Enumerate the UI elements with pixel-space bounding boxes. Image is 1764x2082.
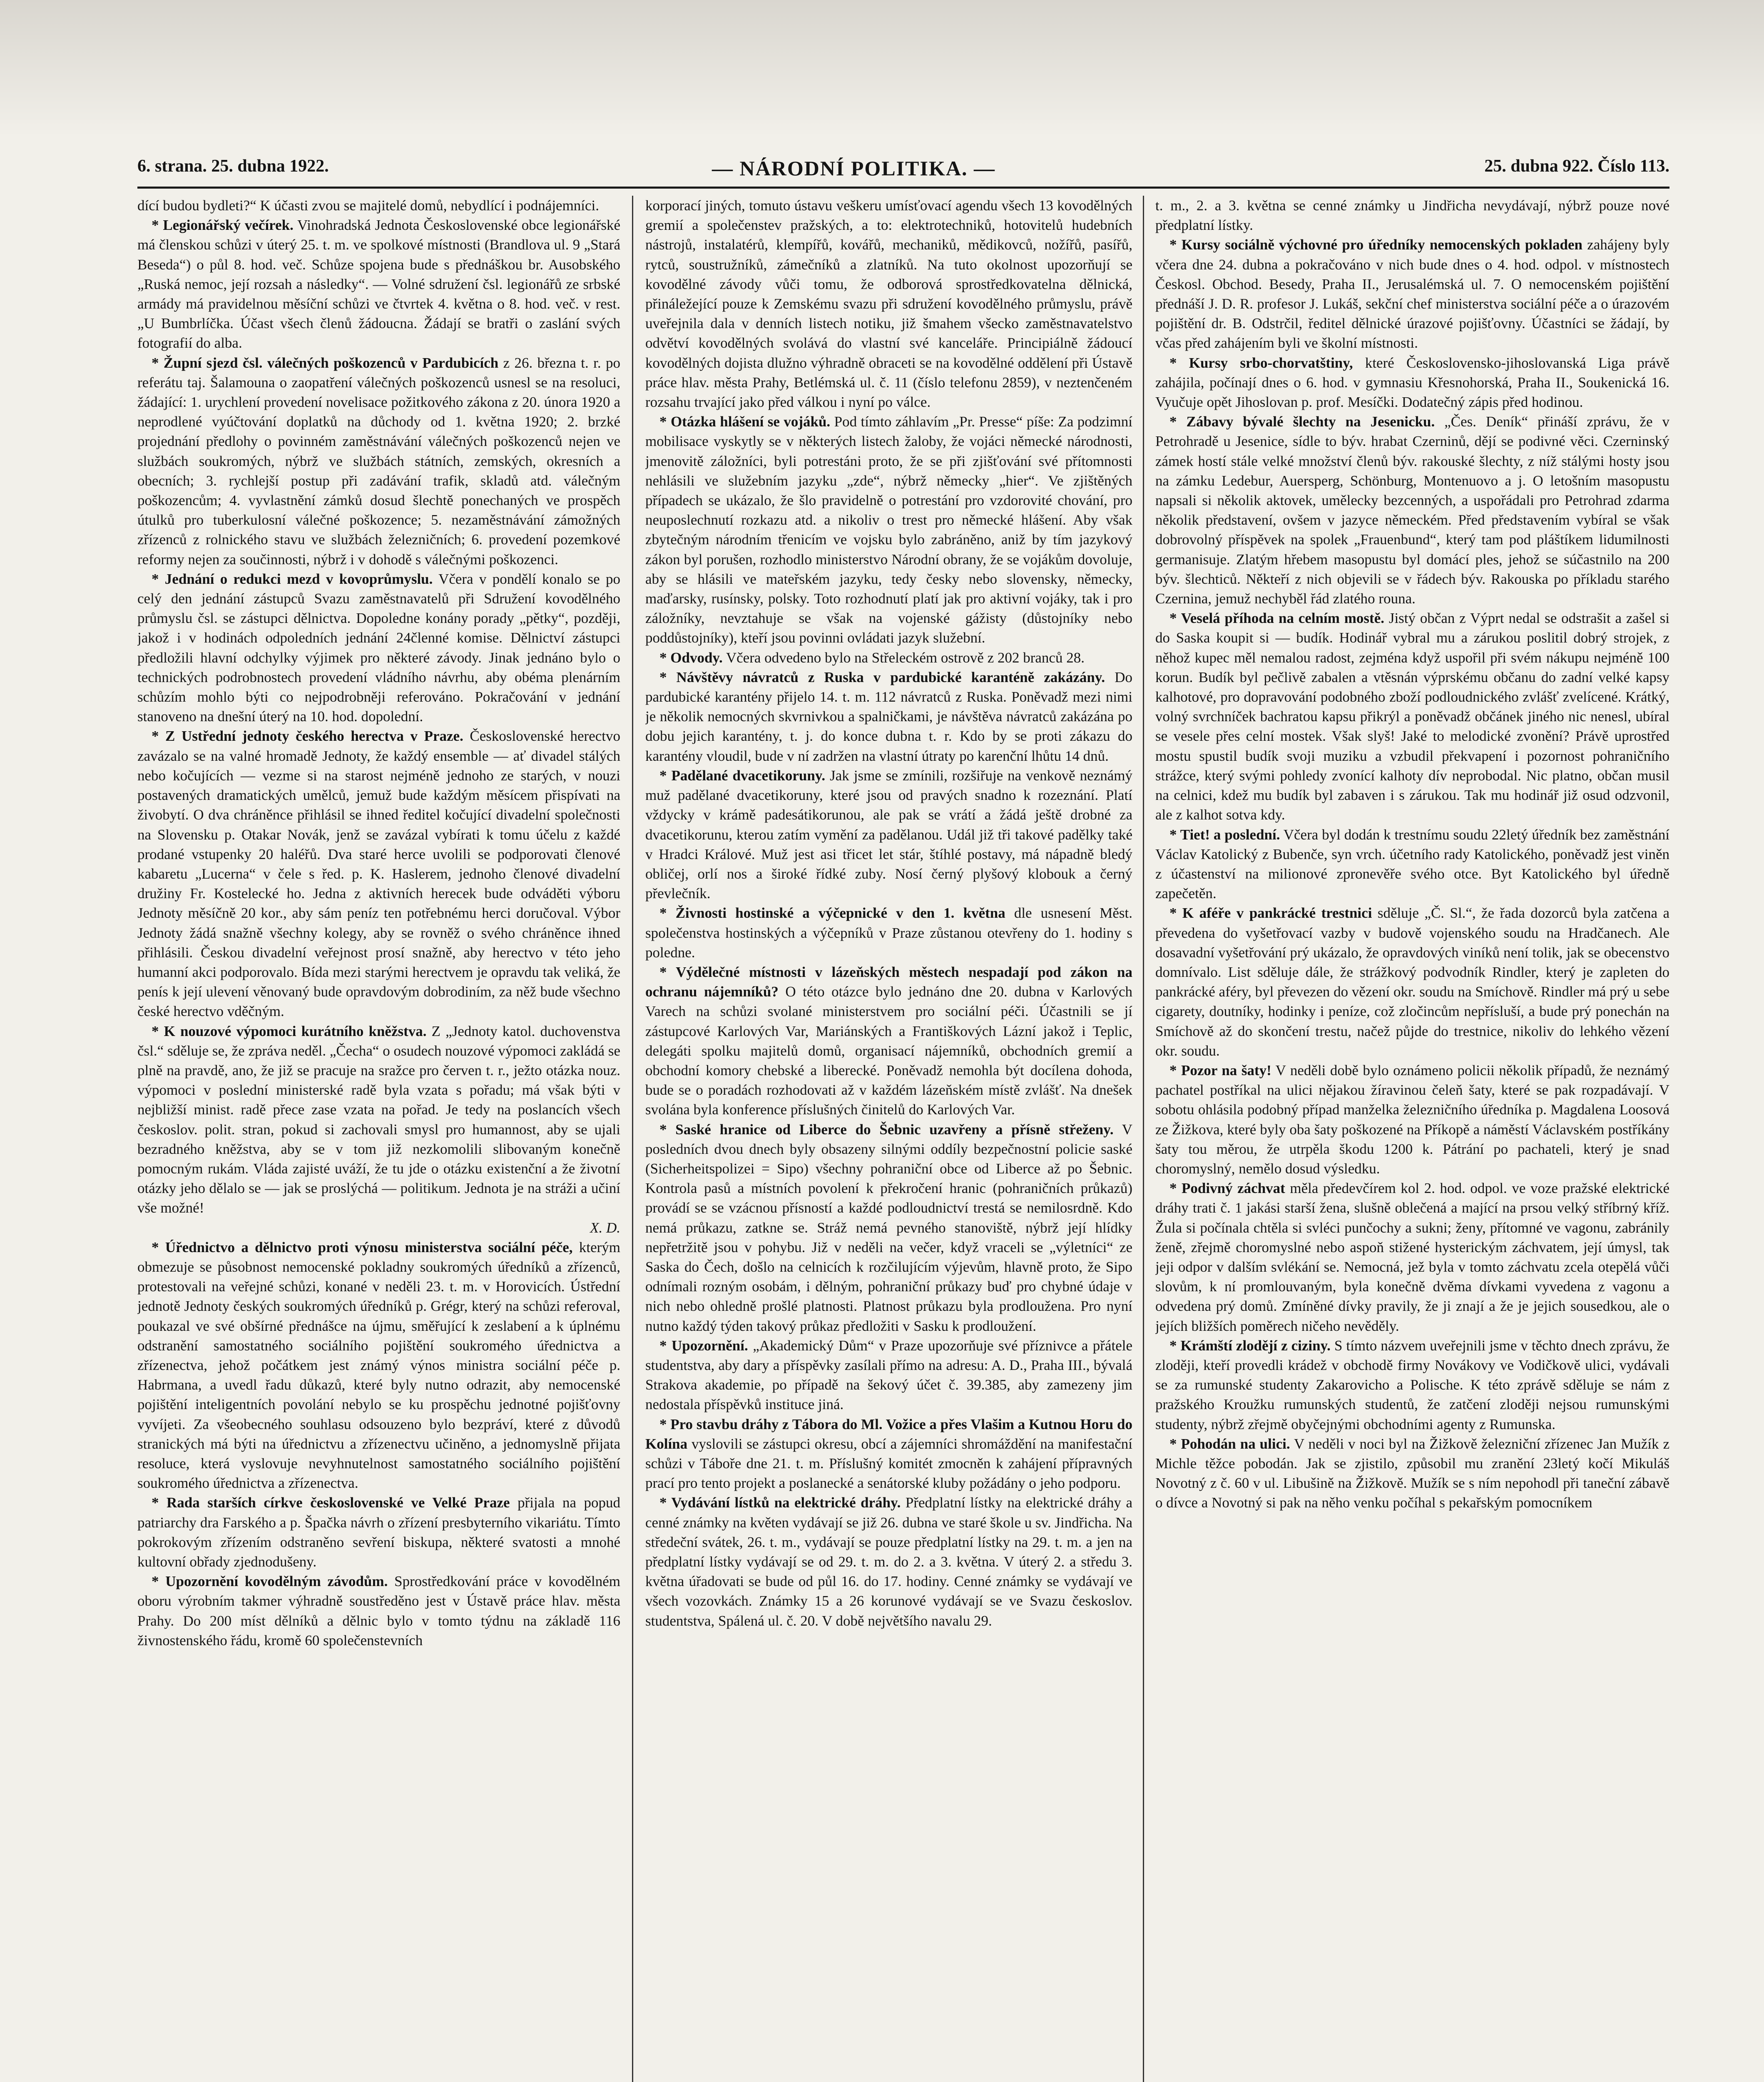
article-headline: * Kursy sociálně výchovné pro úředníky nemocenských pokladen — [1169, 237, 1582, 253]
article-text: V posledních dvou dnech byly obsazeny silnými oddíly bezpečnostní policie saské (Sicherheitspolizei = Sipo) všechny pohraniční obce od Liberce až po Šebnic. Kontrola pasů a místních povolení k překročení hranic (pohraničních průkazů) provádí se se vzácnou přísností a každé podloudnictví trestá se nemilosrdně. Kdo nemá průkazu, zatkne se. Stráž nemá pevného stanoviště, nýbrž její hlídky nepřetržitě jsou v pohybu. Již v neděli na večer, když vraceli se „výletníci“ ze Saska do Čech, došlo na celnicích k rozčilujícím výjevům, hlavně proto, že Sipo odnímali rozným osobám, i dělným, pohraniční průkazy buď pro chybné údaje v nich nebo ohledně prošlé platnosti. Platnost průkazu byla prodloužena. Pro nyní nutno každý týden takový průkaz předložiti v Sasku k prodloužení. — [645, 1121, 1132, 1334]
article-headline: * Pohodán na ulici. — [1169, 1435, 1290, 1452]
article-paragraph — [137, 215, 620, 353]
article-paragraph — [1155, 235, 1669, 353]
article-headline: * Rada starších církve československé ve Velké Praze — [152, 1494, 510, 1511]
article-headline: * Kursy srbo-chorvatštiny, — [1169, 354, 1353, 371]
article-headline: * Z Ustřední jednoty českého herectva v Praze. — [152, 728, 463, 745]
header-page-date: 6. strana. 25. dubna 1922. — [137, 157, 329, 176]
article-paragraph — [645, 766, 1132, 903]
article-paragraph — [137, 1571, 620, 1650]
article-headline: * Výdělečné místnosti v lázeňských městech nespadají pod zákon na ochranu nájemníků? — [645, 964, 1132, 1000]
article-headline: * Pro stavbu dráhy z Tábora do Ml. Vožice a přes Vlašim a Kutnou Horu do Kolína — [645, 1416, 1132, 1452]
article-headline: * Živnosti hostinské a výčepnické v den 1. května — [659, 905, 1005, 921]
article-signature: X. D. — [590, 1219, 620, 1236]
article-paragraph — [137, 726, 620, 1021]
article-paragraph — [137, 1218, 620, 1238]
article-text: Sprostředkování práce v kovodělném oboru výrobním takmer výhradně soustředěno jest v Ústavě práce hlav. města Prahy. Do 200 míst dělníků a dělnic bylo v tomto týdnu na základě 116 živnostenského řádu, kromě 60 společenstevních — [137, 1573, 620, 1649]
article-paragraph — [1155, 1061, 1669, 1178]
article-text: dle usnesení Měst. společenstva hostinských a výčepníků v Praze zůstanou otevřeny do 1. hodiny s poledne. — [645, 905, 1132, 961]
article-paragraph — [137, 1021, 620, 1218]
header-masthead: — NÁRODNÍ POLITIKA. — — [712, 157, 995, 180]
article-paragraph — [645, 196, 1132, 412]
article-headline: * Saské hranice od Liberce do Šebnic uzavřeny a přísně střeženy. — [659, 1121, 1114, 1138]
article-headline: * Krámští zlodějí z ciziny. — [1169, 1337, 1331, 1354]
article-headline: * Úřednictvo a dělnictvo proti výnosu ministerstva sociální péče, — [152, 1239, 573, 1255]
article-headline: * Upozornění kovodělným závodům. — [152, 1573, 388, 1590]
article-headline: * Jednání o redukci mezd v kovoprůmyslu. — [152, 570, 433, 587]
article-headline: * Tiet! a poslední. — [1169, 826, 1280, 843]
article-paragraph — [645, 648, 1132, 667]
article-text: O této otázce bylo jednáno dne 20. dubna v Karlových Varech na schůzi svolané ministerstvem pro sociální péči. Účastnili se jí zástupcové Karlových Var, Mariánských a Františkových Lázní jakož i Teplic, delegáti spolku majitelů domů, organisací nájemníků, obchodních gremií a obchodní komory chebské a liberecké. Poněvadž nemohla být docílena dohoda, bude se o poradách rozhodovati až v každém lázeňském místě zvlášť. Na dnešek svolána byla konference příslušných činitelů do Karlových Var. — [645, 984, 1132, 1118]
article-paragraph — [1155, 1178, 1669, 1336]
article-paragraph — [645, 1493, 1132, 1630]
article-headline: * Pozor na šaty! — [1169, 1062, 1271, 1078]
article-headline: * Padělané dvacetikoruny. — [659, 767, 826, 784]
column-divider — [1143, 196, 1144, 2082]
article-text: kterým obmezuje se působnost nemocenské pokladny soukromých úředníků a zřízenců, protestovali na veřejné schůzi, konané v neděli 23. t. m. v Horovicích. Ústřední jednotě Jednoty českých soukromých úředníků p. Grégr, který na schůzi referoval, poukazal ve své obšírné přednášce na újmu, směřující k zeslabení a k úplnému odstranění samostatného sociálního pojištění soukromého úřednictva a zřízenectva, jehož počátkem jest známý výnos ministra sociální péče p. Habrmana, a uvedl řadu důkazů, které byly nutno odrazit, aby nemocenské pojištění inteligentních povolání nebylo se ku prospěchu jednotné pojišťovny vyvíjeti. Za všeobecného souhlasu odsouzeno bylo bezpráví, které z důvodů stranických má býti na úřednictvu a zřízenectvu učiněno, a jednomyslně přijata resoluce, která vyslovuje nevyhnutelnost samostatného sociálního pojištění soukromého úřednictva a zřízenectva. — [137, 1239, 620, 1492]
article-text: Jak jsme se zmínili, rozšiřuje na venkově neznámý muž padělané dvacetikoruny, které jsou od pravých snadno k rozeznání. Platí vždycky v krámě padesátikorunou, ale pak se vrátí a žádá ještě drobné za dvacetikorunu, kterou zatím vymění za padělanou. Udál již tři takové padělky také v Hradci Králové. Muž jest asi třicet let stár, štíhlé postavy, má nápadně bledý obličej, orlí nos a široké řídké zuby. Nosí černý plyšový klobouk a černý převlečník. — [645, 767, 1132, 902]
article-headline: * Legionářský večírek. — [152, 217, 294, 234]
article-paragraph — [137, 1493, 620, 1571]
article-paragraph — [1155, 1336, 1669, 1434]
article-text: dící budou bydleti?“ K účasti zvou se majitelé domů, nebydlící i podnájemníci. — [137, 197, 600, 214]
article-text: Předplatní lístky na elektrické dráhy a cenné známky na květen vydávají se již 26. dubna ve staré škole u sv. Jindřicha. Na středeční svátek, 26. t. m., vydávají se pouze předplatní lístky na 29. t. m. a jen na předplatní lístky vydávají se od 29. t. m. do 2. a 3. května. V úterý 2. a středu 3. května úřadovati se bude od půl 16. do 17. hodiny. Cenné známky se vydávají ve všech vozovkách. Známky 15 a 26 korunové vydávají se ve Svazu českoslov. studentstva, Spálená ul. č. 20. V době největšího navalu 29. — [645, 1494, 1132, 1629]
article-paragraph — [1155, 1434, 1669, 1513]
article-paragraph — [645, 1120, 1132, 1336]
article-headline: * Veselá příhoda na celním mostě. — [1169, 610, 1384, 627]
article-headline: * Vydávání lístků na elektrické dráhy. — [659, 1494, 901, 1511]
article-headline: * Upozornění. — [659, 1337, 748, 1354]
column-3 — [1155, 196, 1669, 2082]
article-text: „Čes. Deník“ přináší zprávu, že v Petrohradě u Jesenice, sídle to býv. hrabat Czerninů, dějí se podivné věci. Czerninský zámek hostí stále velké množství členů býv. rakouské šlechty, z níž stálými hosty jsou na zámku Ledebur, Auersperg, Schönburg, Montenuovo a j. O letošním masopustu napsali si několik aktovek, umělecky bezcenných, a uspořádali pro Petrohrad zdarma několik představení, ovšem v jazyce německém. Před představením vybíral se však dobrovolný příspěvek na spolek „Frauenbund“, který tam pod pláštíkem lidumilnosti germanisuje. Zlatým hřebem masopustu byl domácí ples, jehož se súčastnilo na 200 býv. šlechticů. Někteří z nich objevili se v řádech býv. Rakouska po příkladu starého Czernina, jemuž nechyběl řád zlatého rouna. — [1155, 413, 1669, 607]
article-paragraph — [137, 1238, 620, 1493]
article-paragraph — [1155, 903, 1669, 1061]
article-text: Československé herectvo zavázalo se na valné hromadě Jednoty, že každý ensemble — ať divadel stálých nebo kočujících — vezme si na starost nejméně jednoho ze starých, v nouzi postavených dramatických umělců, jemuž bude každým měsícem přispívati na živobytí. O dva chráněnce přihlásil se ihned ředitel kočující divadelní společnosti na Slovensku p. Otakar Novák, jenž se zavázal vybírati k tomu účelu z každé prodané vstupenky 20 haléřů. Dva staré herce uvolili se podporovati členové kabaretu „Lucerna“ v čele s řed. p. K. Haslerem, jednoho členové divadelní družiny Fr. Kostelecké ho. Jedna z aktivních herecek bude odváděti výboru Jednoty měsíčně 20 kor., aby sám peníz ten potřebnému herci doručoval. Výbor Jednoty žádá snažně všechny kolegy, aby se rovněž o svého chráněnce ihned přihlásili. Českou divadelní veřejnost prosí snažně, aby herectvo v této jeho humanní akci podporovalo. Bída mezi starými herectvem je opravdu tak veliká, že penís k její ulevení věnovaný bude opravdovým dobrodiním, za něž bude všechno české herectvo vděčným. — [137, 728, 620, 1020]
header-issue-number: 25. dubna 922. Číslo 113. — [1484, 157, 1669, 176]
article-paragraph — [1155, 353, 1669, 412]
article-text: Z „Jednoty katol. duchovenstva čsl.“ sděluje se, že zpráva neděl. „Čecha“ o osudech nouzové výpomoci zakládá se plně na pravdě, ano, že již se pracuje na sražce pro červen t. r., ježto otázka nouz. výpomoci v poslední ministerské radě byla vzata s pořadu; má však býti v nejbližší minist. radě přece zase vzata na pořad. Je tedy na poslancích všech českoslov. polit. stran, pokud si zachovali smysl pro humannost, aby se ujali bezradného kněžstva, aby se v tom již nezkomolili slibovaným konečně pomocným rukám. Vláda zajisté uváží, že tu jde o otázku existenční a že životní otázky jeho dělalo se — jak se proslýchá — politikum. Jednota je na stráži a učiní vše možné! — [137, 1023, 620, 1216]
article-paragraph — [1155, 196, 1669, 235]
article-paragraph — [137, 196, 620, 215]
article-text: z 26. března t. r. po referátu taj. Šalamouna o zaopatření válečných poškozenců usnesl se na resoluci, žádající: 1. urychlení provedení novelisace požitkového zákona z 20. února 1920 a neprodlené vyúčtování doplatků na důchody od 1. května 1920; 2. brzké projednání předlohy o povinném zaměstnávání válečných poškozenců nejen ve službách soukromých, nýbrž ve službách státních, zemských, okresních a obecních; 3. rychlejší postup při zadávání trafik, skladů atd. válečným poškozencům; 4. vyvlastnění zámků dosud šlechtě ponechaných ve prospěch útulků pro tuberkulosní válečné poškozence; 5. nezaměstnávání zámožných zřízenců z rolnického stavu ve službách železničních; 6. provedení pozemkové reformy nejen za součinnosti, nýbrž i v dohodě s válečnými poškozenci. — [137, 354, 620, 568]
article-paragraph — [137, 353, 620, 569]
article-headline: * K nouzové výpomoci kurátního kněžstva. — [152, 1023, 427, 1039]
article-text: V neděli v noci byl na Žižkově železniční zřízenec Jan Mužík z Michle těžce pobodán. Jak se zjistilo, způsobil mu zranění 23letý kočí Mikuláš Novotný z č. 60 v ul. Libušině na Žižkově. Mužík se s ním nepohodl při taneční zábavě o dívce a Novotný si pak na něho venku počíhal s pekařským pomocníkem — [1155, 1435, 1669, 1511]
article-text: „Akademický Dům“ v Praze upozorňuje své příznivce a přátele studentstva, aby dary a příspěvky zasílali přímo na adresu: A. D., Praha III., bývalá Strakova akademie, po případě na šekový účet č. 39.385, aby zamezeny jim nedostala příspěvků instituce jiná. — [645, 1337, 1132, 1413]
article-paragraph — [645, 1415, 1132, 1493]
article-text: Jistý občan z Výprt nedal se odstrašit a zašel si do Saska koupit si — budík. Hodinář vybral mu a zárukou poslitil dobrý strojek, z něhož kupec měl nemalou radost, zejména když uspořil při svém nákupu nejméně 100 korun. Budík byl pečlivě zabalen a vtěsnán výprskému občanu do zadní velké kapsy kalhotové, pro dopravování podobného zboží podloudnického zvlášť zvelícené. Krátký, volný svrchníček bachratou kapsu přikrýl a poněvadž občánek jiného nic nenesl, ubíral se vesele přes celní mostek. Však slyš! Jaké to melodické zvonění? Právě uprostřed mostu spustil budík svoji muziku a vzbudil překvapení i pozornost pohraničního strážce, který svými pohledy zvonící kalhoty dív neprobodal. Nic platno, občan musil na celnici, kdež mu budík byl zabaven i s zárukou. Tak mu hodinář již osud odzvonil, ale z kalhot sotva kdy. — [1155, 610, 1669, 823]
article-paragraph — [645, 903, 1132, 962]
article-text: V neděli době bylo oznámeno policii několik případů, že neznámý pachatel postříkal na ulici nějakou žíravinou čeleň šaty, které se pak rozpadávají. V sobotu ohlásila podobný případ manželka železničního úředníka p. Magdalena Loosová ze Žižkova, které byly oba šaty poškozené na Příkopě a náměstí Václavském postříkány šaty tou měrou, že utrpěla škodu 1200 k. Pátrání po pachateli, který je snad choromyslný, nemělo dosud výsledku. — [1155, 1062, 1669, 1177]
scan-shadow — [0, 0, 1764, 137]
article-headline: * Zábavy bývalé šlechty na Jesenicku. — [1169, 413, 1435, 430]
column-divider — [632, 196, 633, 2082]
article-text: měla předevčírem kol 2. hod. odpol. ve voze pražské elektrické dráhy trati č. 1 jakási starší žena, slušně oblečená a mající na prsou velký stříbrný kříž. Žula si počínala chtěla si svléci punčochy a sukni; ženy, přítomné ve vagonu, zabránily ženě, zřejmě choromyslné nebo aspoň stižené hysterickým záchvatem, její úmysl, tak jeji odpor v dalším svlékání se. Nemocná, jež byla v tomto záchvatu zcela otepělá vůči slovům, k ní promlouvaným, byla konečně dvěma dívkami vyvedena z vagonu a odvedena prý domů. Zmíněné dívky pravily, že ji znají a že je jejich sousedkou, ale o jejích bližších poměrech ničeho nevěděly. — [1155, 1180, 1669, 1334]
article-paragraph — [1155, 608, 1669, 824]
article-text: korporací jiných, tomuto ústavu veškeru umísťovací agendu všech 13 kovodělných gremií a společenstev pražských, a to: elektrotechniků, hotovitelů hudebních nástrojů, instalatérů, klempířů, kovářů, mechaniků, mědikovců, nožířů, pasířů, rytců, soustružníků, zámečníků a zlatníků. Na tuto okolnost upozorňují se kovodělné závody vůči tomu, že odborová sprostředkovatelna dělnická, přináležející pouze k Zemskému svazu při sdružení kovodělného průmyslu, právě uveřejnila dala v denních listech notiku, již šmahem všecko zaměstnavatelstvo odvětví kovodělných svolává do vlastní své kanceláře. Principiálně žádoucí kovodělných dojista dlužno výhradně obraceti se na kovodělné oddělení při Ústavě práce hlav. města Prahy, Betlémská ul. č. 11 (číslo telefonu 2859), v neztenčeném rozsahu trvající jako před válkou i nyní po válce. — [645, 197, 1132, 411]
column-1 — [137, 196, 620, 2082]
article-text: vyslovili se zástupci okresu, obcí a zájemníci shromáždění na manifestační schůzi v Táboře dne 21. t. m. Příslušný komitét zmocněn k zahájení přípravných prací pro tento projekt a poslanecké a senátorské kluby požádány o jeho podporu. — [645, 1435, 1132, 1492]
article-headline: * Župní sjezd čsl. válečných poškozenců v Pardubicích — [152, 354, 499, 371]
article-headline: * K aféře v pankrácké trestnici — [1169, 905, 1372, 921]
article-paragraph — [645, 412, 1132, 648]
article-text: přijala na popud patriarchy dra Farského a p. Špačka návrh o zřízení presbyterního vikariátu. Tímto pokrokovým zřízením odstraněno sevření biskupa, některé svatosti a mnohé kultovní obřady zjednodušeny. — [137, 1494, 620, 1570]
article-text: Včera byl dodán k trestnímu soudu 22letý úředník bez zaměstnání Václav Katolický z Bubenče, syn vrch. účetního rady Katolického, poněvadž jest viněn z účastenství na milionové zpronevěře svého otce. Byt Katolického byl úředně zapečetěn. — [1155, 826, 1669, 902]
article-text: t. m., 2. a 3. května se cenné známky u Jindřicha nevydávají, nýbrž pouze nové předplatní lístky. — [1155, 197, 1669, 234]
article-text: Včera odvedeno bylo na Střeleckém ostrově z 202 branců 28. — [726, 649, 1085, 666]
article-text: které Československo-jihoslovanská Liga právě zahájila, počínají dnes o 6. hod. v gymnasiu Křesnohorská, Praha II., Soukenická 16. Vyučuje opět Jihoslovan p. prof. Mesíčki. Dodatečný zápis před hodinou. — [1155, 354, 1669, 411]
article-text: Včera v pondělí konalo se po celý den jednání zástupců Svazu zaměstnavatelů při Sdružení kovodělného průmyslu čsl. se zástupci dělnictva. Dopoledne konány porady „pětky“, později, jakož i v hodinách odpoledních jednání 24členné komise. Dělnictví zástupci předložili hlavní odchylky výjimek pro některé závody. Jinak jednáno bylo o technických podrobnostech provedení vládního návrhu, aby obéma plenárním schůzím mohlo býti co nejpodrobněji referováno. Pokračování v jednání stanoveno na dnešní úterý na 10. hod. dopolední. — [137, 570, 620, 725]
article-paragraph — [645, 1336, 1132, 1415]
page-header — [137, 156, 1669, 182]
article-text: zahájeny byly včera dne 24. dubna a pokračováno v nich bude dnes o 4. hod. odpol. v místnostech Českosl. Obchod. Besedy, Praha II., Jerusalémská ul. 7. O nemocenském pojištění přednáší J. D. R. profesor J. Lukáš, sekční chef ministerstva sociální péče a o úrazovém pojištění dr. B. Odstrčil, ředitel dělnické úrazové pojišťovny. Účastníci se žádají, by včas před zahájením byli ve školní místnosti. — [1155, 237, 1669, 351]
header-rule — [137, 187, 1669, 189]
article-text: S tímto názvem uveřejnili jsme v těchto dnech zprávu, že zloději, kteří provedli krádež v obchodě firmy Novákovy ve Vodičkově ulici, vydávali se za rumunské studenty Zakarovicho a Polische. K této zprávě sděluje se nám z pražského Kroužku rumunských studentů, že zatčení zloději nejsou rumunskými studenty, nýbrž zřejmě obyčejnými obchodními agenty z Rumunska. — [1155, 1337, 1669, 1432]
article-headline: * Podivný záchvat — [1169, 1180, 1285, 1197]
article-text: Vinohradská Jednota Československé obce legionářské má členskou schůzi v úterý 25. t. m. ve spolkové místnosti (Brandlova ul. 9 „Stará Beseda“) o půl 8. hod. več. Schůze spojena bude s přednáškou br. Ausobského „Ruská nemoc, její rozsah a následky“. — Volné sdružení čsl. legionářů ze srbské armády má pravidelnou měsíční schůzi ve čtvrtek 4. května o 8. hod. več. v rest. „U Bumbrlíčka. Účast všech členů žádoucna. Žádají se bratři o zaslání svých fotografií do alba. — [137, 217, 620, 351]
article-text: Do pardubické karantény přijelo 14. t. m. 112 návratců z Ruska. Poněvadž mezi nimi je několik nemocných skvrnivkou a spalničkami, je návštěva návratců zakázána po dobu jejich karantény, t. j. do konce dubna t. r. Kdo by se proti zákazu do karantény vloudil, bude v ní zadržen na vlastní útraty po karenční lhůtu 14 dnů. — [645, 669, 1132, 764]
article-paragraph — [645, 667, 1132, 766]
article-headline: * Odvody. — [659, 649, 723, 666]
article-paragraph — [137, 569, 620, 727]
article-paragraph — [1155, 412, 1669, 608]
article-text: sděluje „Č. Sl.“, že řada dozorců byla zatčena a převedena do vyšetřovací vazby v budově vojenského soudu na Hradčanech. Ale dosavadní vyšetřování prý ukázalo, že opravdových viníků není tolik, jak se obecenstvo domnívalo. List sděluje dále, že strážkový podvodník Rindler, který je zapleten do pankrácké aféry, byl převezen do vězení okr. soudu na Smíchově. Rindler má prý u sebe cigarety, doutníky, hodinky i peníze, což zločincům nepřísluší, a bude prý ponechán na Smíchově až do skončení trestu, načež půjde do trestnice, nikoliv do lehkého vězení okr. soudu. — [1155, 905, 1669, 1059]
article-text: Pod tímto záhlavím „Pr. Presse“ píše: Za podzimní mobilisace vyskytly se v některých listech žaloby, že vojáci německé národnosti, jmenovitě záložníci, byli potrestáni proto, že se při zjišťování své přítomnosti nehlásili ve služebním jazyku „zde“, nýbrž německy „hier“. Ve zjištěných případech se ukázalo, že šlo pravidelně o potrestání pro vzdorovité chování, pro neuposlechnutí rozkazu atd. a nikoliv o trest pro německé hlášení. Aby však zbytečným národním třenicím ve vojsku bylo zabráněno, aniž by tím jazykový zákon byl porušen, rozhodlo ministerstvo Národní obrany, že se vojákům dovoluje, aby se hlásili ve mateřském jazyku, tedy česky nebo slovensky, německy, maďarsky, rusínsky, polsky. Toto rozhodnutí platí jak pro aktivní vojáky, tak i pro záložníky, nevztahuje se však na vojenské gážisty (důstojníky nebo poddůstojníky), kteří jsou povinni ovládati jazyk služební. — [645, 413, 1132, 646]
article-headline: * Návštěvy návratců z Ruska v pardubické karanténě zakázány. — [659, 669, 1105, 685]
article-headline: * Otázka hlášení se vojáků. — [659, 413, 831, 430]
article-paragraph — [645, 962, 1132, 1120]
column-2 — [645, 196, 1132, 2082]
article-paragraph — [1155, 825, 1669, 904]
